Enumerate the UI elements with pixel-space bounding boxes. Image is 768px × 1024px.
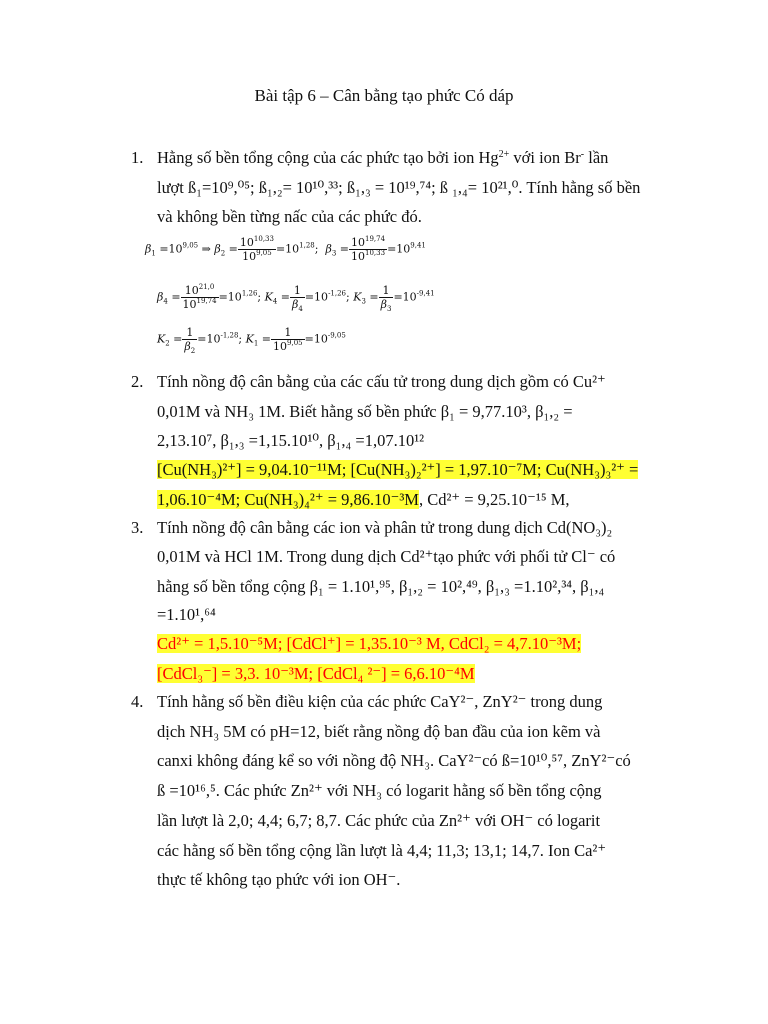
q1-line-3: và không bền từng nấc của các phức đó. [157,207,422,226]
q2-answer-1: [Cu(NH₃)²⁺] = 9,04.10⁻¹¹M; [Cu(NH₃)₂²⁺] = 1,97.10⁻⁷M; Cu(NH₃)₃²⁺ = [157,460,639,479]
equation-line-3: $K_2$ = $\frac{1}{\beta_2}$ $=10^{-1,28}$; $K_1$ = $\frac{1}{10^{9,05}}$ $=10^{-9,05}$ [157,326,346,355]
q4-line-3: canxi không đáng kể so với nồng độ NH₃. CaY²⁻có ß=10¹⁰,⁵⁷, ZnY²⁻có [157,751,631,770]
equation-line-1: $\beta_1 =10^{9,05}$ ⇒ $\beta_2$ = $\frac{10^{10,33}}{10^{9,05}}$ $=10^{1,28}$; $\beta_3$ = $\frac{10^{19,74}}{10^{10,33}}$ $=10^{9,41}$ [145,235,426,263]
q2-line-2: 0,01M và NH₃ 1M. Biết hằng số bền phức β₁ = 9,77.10³, β₁,₂ = [157,402,573,421]
q4-line-6: các hằng số bền tổng cộng lần lượt là 4,4; 11,3; 13,1; 14,7. Ion Ca²⁺ [157,841,607,860]
q3-answer-1: Cd²⁺ = 1,5.10⁻⁵M; [CdCl⁺] = 1,35.10⁻³ M, CdCl₂ = 4,7.10⁻³M; [157,634,582,653]
q4-line-5: lần lượt là 2,0; 4,4; 6,7; 8,7. Các phức của Zn²⁺ với OH⁻ có logarit [157,811,601,830]
q3-line-1: Tính nồng độ cân bằng các ion và phân tử trong dung dịch Cd(NO₃)₂ [157,518,613,537]
q3-number: 3. [131,518,144,537]
q4-line-1: Tính hằng số bền điều kiện của các phức CaY²⁻, ZnY²⁻ trong dung [157,692,603,711]
q4-line-2: dịch NH₃ 5M có pH=12, biết rằng nồng độ ban đầu của ion kẽm và [157,722,601,741]
q2-line-1: Tính nồng độ cân bằng của các cấu tử trong dung dịch gồm có Cu²⁺ [157,372,606,391]
q4-number: 4. [131,692,144,711]
q4-line-7: thực tế không tạo phức với ion OH⁻. [157,870,401,889]
q3-line-3: hằng số bền tổng cộng β₁ = 1.10¹,⁹⁵, β₁,₂ = 10²,⁴⁹, β₁,₃ =1.10²,³⁴, β₁,₄ [157,577,605,596]
equation-line-2: $\beta_4$ = $\frac{10^{21,0}}{10^{19,74}}$ $=10^{1,26}$; $K_4$ = $\frac{1}{\beta_4}$ $=10^{-1,26}$; $K_3$ = $\frac{1}{\beta_3}$ $=10^{-9,41}$ [157,283,435,313]
q2-number: 2. [131,372,144,391]
q1-line-2: lượt ß₁=10⁹,⁰⁵; ß₁,₂= 10¹⁰,³³; ß₁,₃ = 10¹⁹,⁷⁴; ß ₁,₄= 10²¹,⁰. Tính hằng số bền [157,178,641,197]
q2-answer-2: 1,06.10⁻⁴M; Cu(NH₃)₄²⁺ = 9,86.10⁻³M, Cd²⁺ = 9,25.10⁻¹⁵ M, [157,490,570,509]
page-title: Bài tập 6 – Cân bằng tạo phức Có dáp [254,86,514,105]
q2-line-3: 2,13.10⁷, β₁,₃ =1,15.10¹⁰, β₁,₄ =1,07.10¹² [157,431,425,450]
q1-line-1: Hằng số bền tổng cộng của các phức tạo bởi ion $Hg^{2+}$ với ion Br- lần [157,148,609,167]
q3-answer-2: [CdCl₃⁻] = 3,3. 10⁻³M; [CdCl₄ ²⁻] = 6,6.10⁻⁴M [157,664,475,683]
q4-line-4: ß =10¹⁶,⁵. Các phức Zn²⁺ với NH₃ có logarit hằng số bền tổng cộng [157,781,602,800]
q1-number: 1. [131,148,144,167]
q3-line-2: 0,01M và HCl 1M. Trong dung dịch Cd²⁺tạo phức với phối tử Cl⁻ có [157,547,616,566]
q3-line-4: =1.10¹,⁶⁴ [157,605,216,624]
